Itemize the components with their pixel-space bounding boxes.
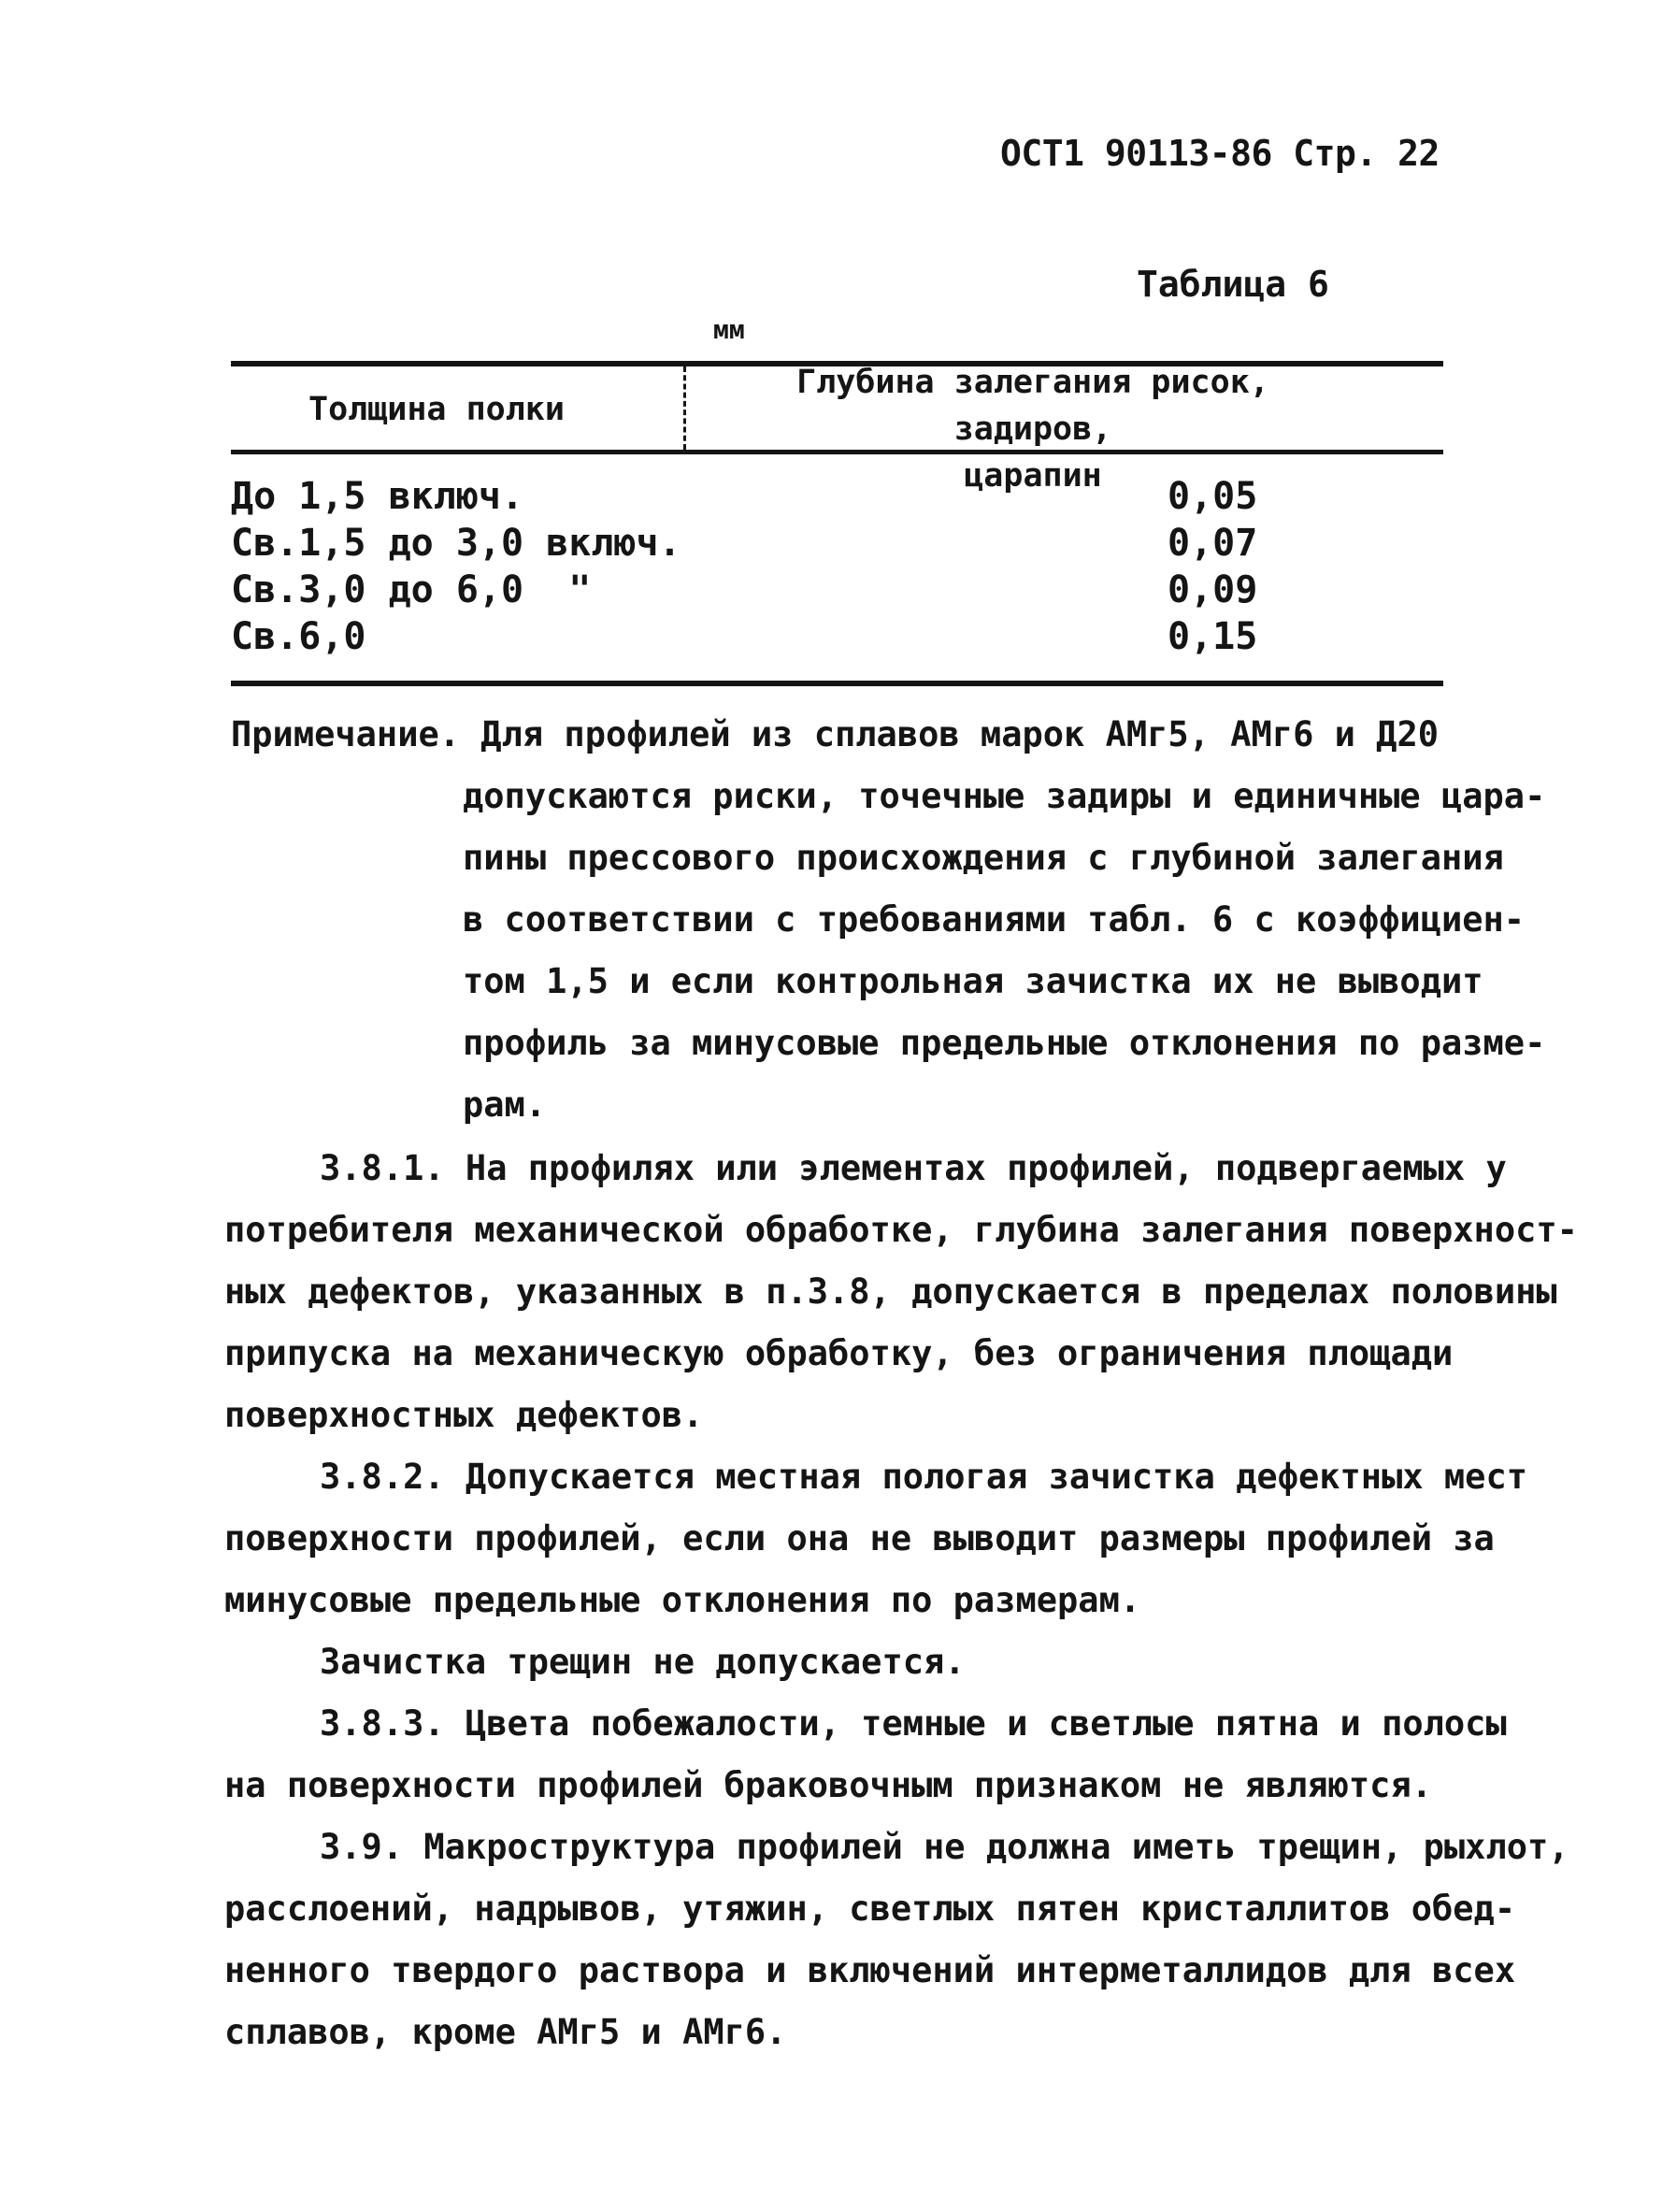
note-line: профиль за минусовые предельные отклонения по разме- (463, 1023, 1546, 1063)
table-body (231, 473, 1443, 660)
note-line: в соответствии с требованиями табл. 6 с коэффициен- (463, 899, 1526, 940)
note-line: том 1,5 и если контрольная зачистка их не выводит (463, 961, 1483, 1001)
note-line: допускаются риски, точечные задиры и единичные цара- (463, 776, 1546, 816)
table-row (231, 567, 1443, 613)
note-line: Примечание. Для профилей из сплавов марок АМг5, АМг6 и Д20 (231, 714, 1440, 754)
paragraph-3-9-line: ненного твердого раствора и включений интерметаллидов для всех (224, 1950, 1516, 1990)
table-cell-depth: 0,05 (1168, 475, 1258, 518)
table-cell-depth: 0,09 (1168, 568, 1258, 611)
paragraph-3-9-line: расслоений, надрывов, утяжин, светлых пятен кристаллитов обед- (224, 1889, 1516, 1929)
paragraph-3-8-3-line: 3.8.3. Цвета побежалости, темные и светлые пятна и полосы (320, 1703, 1507, 1744)
table-header-depth-line-1: Глубина залегания рисок, задиров, (796, 364, 1269, 448)
table-row (231, 613, 1443, 660)
body-text (224, 1138, 1578, 2063)
page-header-doc-ref: ОСТ1 90113-86 Стр. 22 (1000, 133, 1440, 174)
paragraph-cracks-line: Зачистка трещин не допускается. (320, 1642, 966, 1682)
paragraph-3-8-2-line: минусовые предельные отклонения по размерам. (224, 1580, 1141, 1620)
table-row (231, 520, 1443, 567)
paragraph-3-8-1-line: 3.8.1. На профилях или элементах профилей, подвергаемых у (320, 1148, 1507, 1188)
table-cell-thickness: Св.6,0 (231, 615, 366, 658)
paragraph-3-8-1-line: потребителя механической обработке, глубина залегания поверхност- (224, 1210, 1578, 1250)
table-cell-depth: 0,07 (1168, 522, 1258, 565)
table-header-depth-line-2: царапин (964, 457, 1102, 495)
table-header-rule (231, 450, 1443, 454)
paragraph-3-8-1-line: припуска на механическую обработку, без ограничения площади (224, 1333, 1454, 1373)
note-line: пины прессового происхождения с глубиной залегания (463, 838, 1504, 878)
table-cell-thickness: Св.3,0 до 6,0 " (231, 568, 592, 611)
paragraph-3-8-1-line: ных дефектов, указанных в п.3.8, допускается в пределах половины (224, 1271, 1557, 1312)
table-unit: мм (713, 314, 745, 345)
table-bottom-rule (231, 681, 1443, 686)
table-note (231, 704, 1546, 1136)
paragraph-3-9-line: сплавов, кроме АМг5 и АМг6. (224, 2012, 787, 2052)
paragraph-3-8-2-line: 3.8.2. Допускается местная пологая зачистка дефектных мест (320, 1457, 1528, 1497)
table-cell-thickness: Св.1,5 до 3,0 включ. (231, 522, 681, 565)
table-cell-depth: 0,15 (1168, 615, 1258, 658)
paragraph-3-9-line: 3.9. Макроструктура профилей не должна иметь трещин, рыхлот, (320, 1827, 1569, 1867)
table-column-divider (683, 366, 686, 450)
table-cell-thickness: До 1,5 включ. (231, 475, 524, 518)
paragraph-3-8-2-line: поверхности профилей, если она не выводит размеры профилей за (224, 1518, 1495, 1558)
paragraph-3-8-3-line: на поверхности профилей браковочным признаком не являются. (224, 1765, 1433, 1805)
paragraph-3-8-1-line: поверхностных дефектов. (224, 1395, 704, 1435)
table-header-thickness: Толщина полки (308, 391, 565, 428)
table-row (231, 473, 1443, 520)
table-caption: Таблица 6 (1137, 264, 1329, 305)
note-line: рам. (463, 1084, 547, 1125)
